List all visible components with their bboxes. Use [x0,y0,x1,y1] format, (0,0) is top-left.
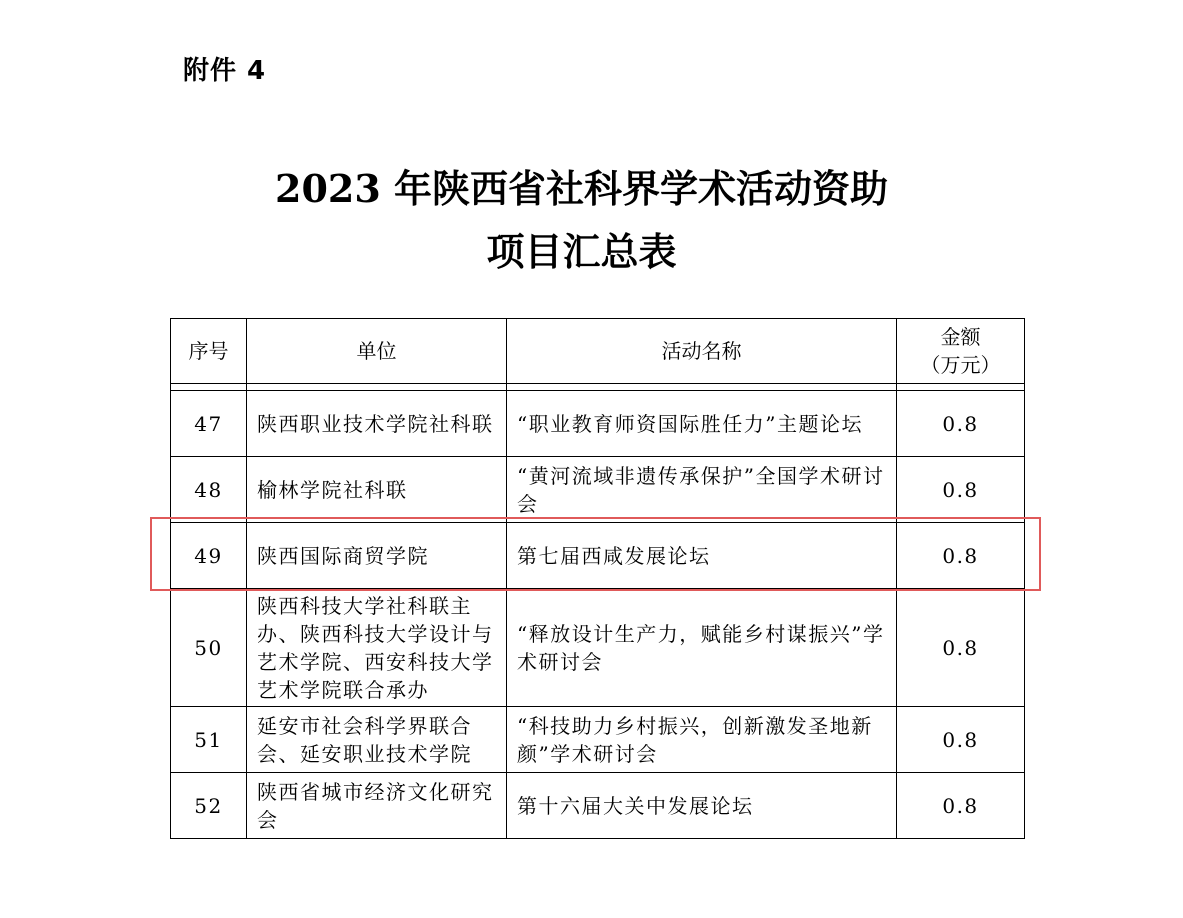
table-row [171,589,1025,707]
row-index: 48 [171,457,247,523]
row-amount: 0.8 [897,457,1025,523]
row-unit: 陕西国际商贸学院 [247,523,507,589]
row-activity: “黄河流域非遗传承保护”全国学术研讨会 [507,457,897,523]
row-amount: 0.8 [897,773,1025,839]
row-index: 52 [171,773,247,839]
header-index: 序号 [171,319,247,384]
row-index: 49 [171,523,247,589]
header-unit: 单位 [247,319,507,384]
row-amount: 0.8 [897,391,1025,457]
row-activity: “释放设计生产力，赋能乡村谋振兴”学术研讨会 [507,589,897,707]
row-unit: 陕西省城市经济文化研究会 [247,773,507,839]
row-index: 47 [171,391,247,457]
row-amount: 0.8 [897,589,1025,707]
row-activity: “职业教育师资国际胜任力”主题论坛 [507,391,897,457]
row-unit: 榆林学院社科联 [247,457,507,523]
row-index: 50 [171,589,247,707]
row-activity: 第七届西咸发展论坛 [507,523,897,589]
row-activity: 第十六届大关中发展论坛 [507,773,897,839]
row-amount: 0.8 [897,707,1025,773]
document-title-line-1: 2023 年陕西省社科界学术活动资助 [275,166,888,211]
row-unit: 延安市社会科学界联合会、延安职业技术学院 [247,707,507,773]
attachment-label: 附件 4 [183,56,267,86]
table-row [171,457,1025,523]
document-title-line-2: 项目汇总表 [486,229,677,274]
row-index: 51 [171,707,247,773]
header-amount [897,319,1025,384]
row-activity: “科技助力乡村振兴，创新激发圣地新颜”学术研讨会 [507,707,897,773]
table-row-highlighted [171,523,1025,589]
header-amount-label: 金额 [940,325,981,349]
funding-summary-table [170,318,1025,839]
table-header-row [171,319,1025,384]
table-gap-row [171,384,1025,391]
table-row [171,391,1025,457]
row-amount: 0.8 [897,523,1025,589]
row-unit: 陕西职业技术学院社科联 [247,391,507,457]
header-activity: 活动名称 [507,319,897,384]
header-amount-unit: （万元） [920,353,1001,377]
row-unit: 陕西科技大学社科联主办、陕西科技大学设计与艺术学院、西安科技大学艺术学院联合承办 [247,589,507,707]
table-row [171,773,1025,839]
table-row [171,707,1025,773]
